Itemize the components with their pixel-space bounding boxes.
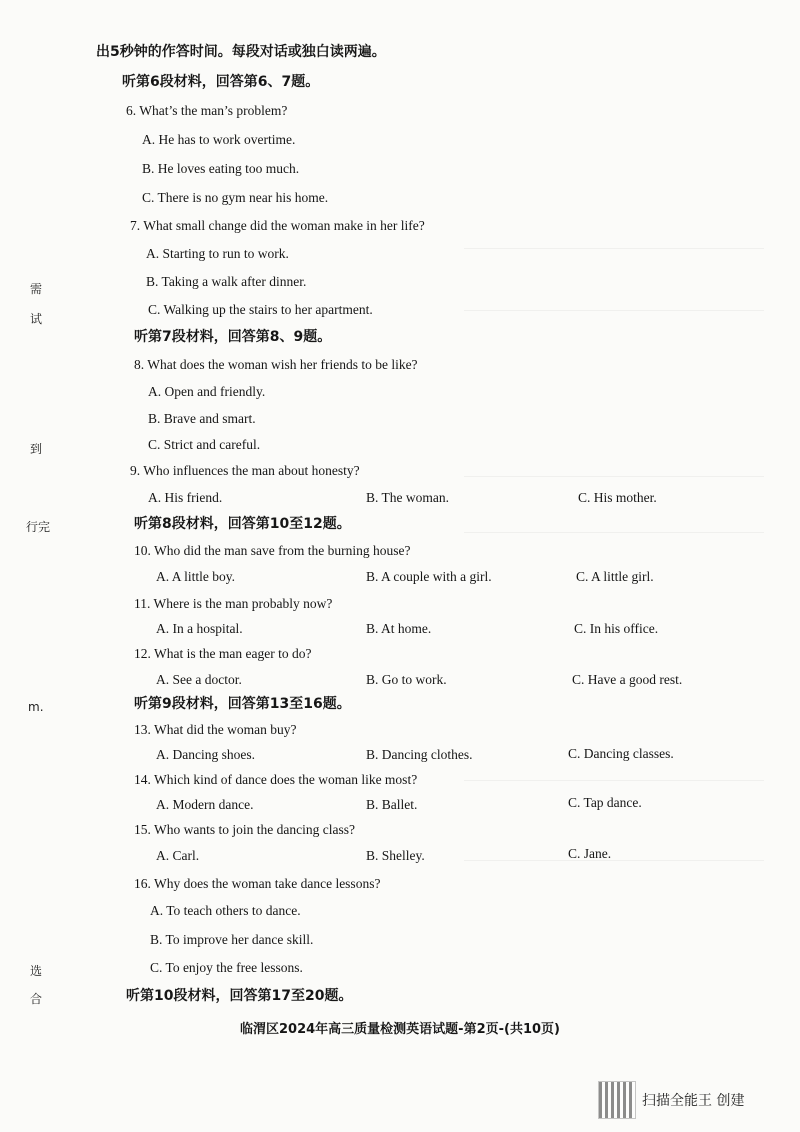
qr-code-icon [598, 1081, 636, 1119]
bleed-through-line [464, 860, 764, 861]
section-heading: 听第6段材料，回答第6、7题。 [122, 74, 320, 90]
option-12b: B. Go to work. [366, 672, 447, 687]
option-7c: C. Walking up the stairs to her apartment. [148, 302, 373, 317]
option-8b: B. Brave and smart. [148, 411, 256, 426]
question-14: 14. Which kind of dance does the woman like most? [134, 772, 418, 787]
option-9b: B. The woman. [366, 490, 449, 505]
option-14c: C. Tap dance. [568, 795, 642, 810]
option-15a: A. Carl. [156, 848, 200, 863]
section-heading: 听第8段材料，回答第10至12题。 [134, 516, 351, 532]
bleed-through-line [464, 532, 764, 533]
question-11: 11. Where is the man probably now? [134, 596, 333, 611]
option-15b: B. Shelley. [366, 848, 425, 863]
margin-fragment: 合 [30, 992, 43, 1006]
margin-fragment: m. [28, 700, 44, 714]
instruction-line: 出5秒钟的作答时间。每段对话或独白读两遍。 [96, 44, 386, 60]
question-10: 10. Who did the man save from the burning house? [134, 543, 411, 558]
question-9: 9. Who influences the man about honesty? [130, 463, 360, 478]
option-13a: A. Dancing shoes. [156, 747, 255, 762]
option-11a: A. In a hospital. [156, 621, 243, 636]
page-footer: 临渭区2024年高三质量检测英语试题-第2页-(共10页) [240, 1022, 560, 1037]
option-8a: A. Open and friendly. [148, 384, 266, 399]
question-16: 16. Why does the woman take dance lessons? [134, 876, 381, 891]
option-6b: B. He loves eating too much. [142, 161, 300, 176]
section-heading: 听第7段材料，回答第8、9题。 [134, 329, 332, 345]
question-7: 7. What small change did the woman make in her life? [130, 218, 425, 233]
option-7a: A. Starting to run to work. [146, 246, 289, 261]
option-7b: B. Taking a walk after dinner. [146, 274, 307, 289]
option-8c: C. Strict and careful. [148, 437, 261, 452]
question-6: 6. What’s the man’s problem? [126, 103, 288, 118]
option-13c: C. Dancing classes. [568, 746, 674, 761]
margin-fragment: 到 [30, 442, 43, 456]
watermark-text: 扫描全能王 创建 [642, 1093, 745, 1109]
option-10a: A. A little boy. [156, 569, 236, 584]
option-15c: C. Jane. [568, 846, 612, 861]
option-10b: B. A couple with a girl. [366, 569, 492, 584]
question-12: 12. What is the man eager to do? [134, 646, 312, 661]
option-14b: B. Ballet. [366, 797, 418, 812]
section-heading: 听第10段材料，回答第17至20题。 [126, 988, 353, 1004]
option-13b: B. Dancing clothes. [366, 747, 473, 762]
option-12c: C. Have a good rest. [572, 672, 683, 687]
option-9a: A. His friend. [148, 490, 223, 505]
option-14a: A. Modern dance. [156, 797, 254, 812]
option-6c: C. There is no gym near his home. [142, 190, 329, 205]
question-13: 13. What did the woman buy? [134, 722, 297, 737]
margin-fragment: 行完 [26, 520, 51, 534]
option-6a: A. He has to work overtime. [142, 132, 296, 147]
bleed-through-line [464, 476, 764, 477]
section-heading: 听第9段材料，回答第13至16题。 [134, 696, 351, 712]
option-11b: B. At home. [366, 621, 432, 636]
option-12a: A. See a doctor. [156, 672, 242, 687]
question-8: 8. What does the woman wish her friends to be like? [134, 357, 418, 372]
bleed-through-line [464, 780, 764, 781]
question-15: 15. Who wants to join the dancing class? [134, 822, 355, 837]
bleed-through-line [464, 310, 764, 311]
scanner-watermark [598, 1080, 744, 1120]
option-16c: C. To enjoy the free lessons. [150, 960, 303, 975]
option-10c: C. A little girl. [576, 569, 654, 584]
margin-fragment: 试 [30, 312, 43, 326]
option-16a: A. To teach others to dance. [150, 903, 301, 918]
option-11c: C. In his office. [574, 621, 659, 636]
option-9c: C. His mother. [578, 490, 657, 505]
option-16b: B. To improve her dance skill. [150, 932, 314, 947]
margin-fragment: 选 [30, 964, 43, 978]
bleed-through-line [464, 248, 764, 249]
margin-fragment: 需 [30, 282, 43, 296]
